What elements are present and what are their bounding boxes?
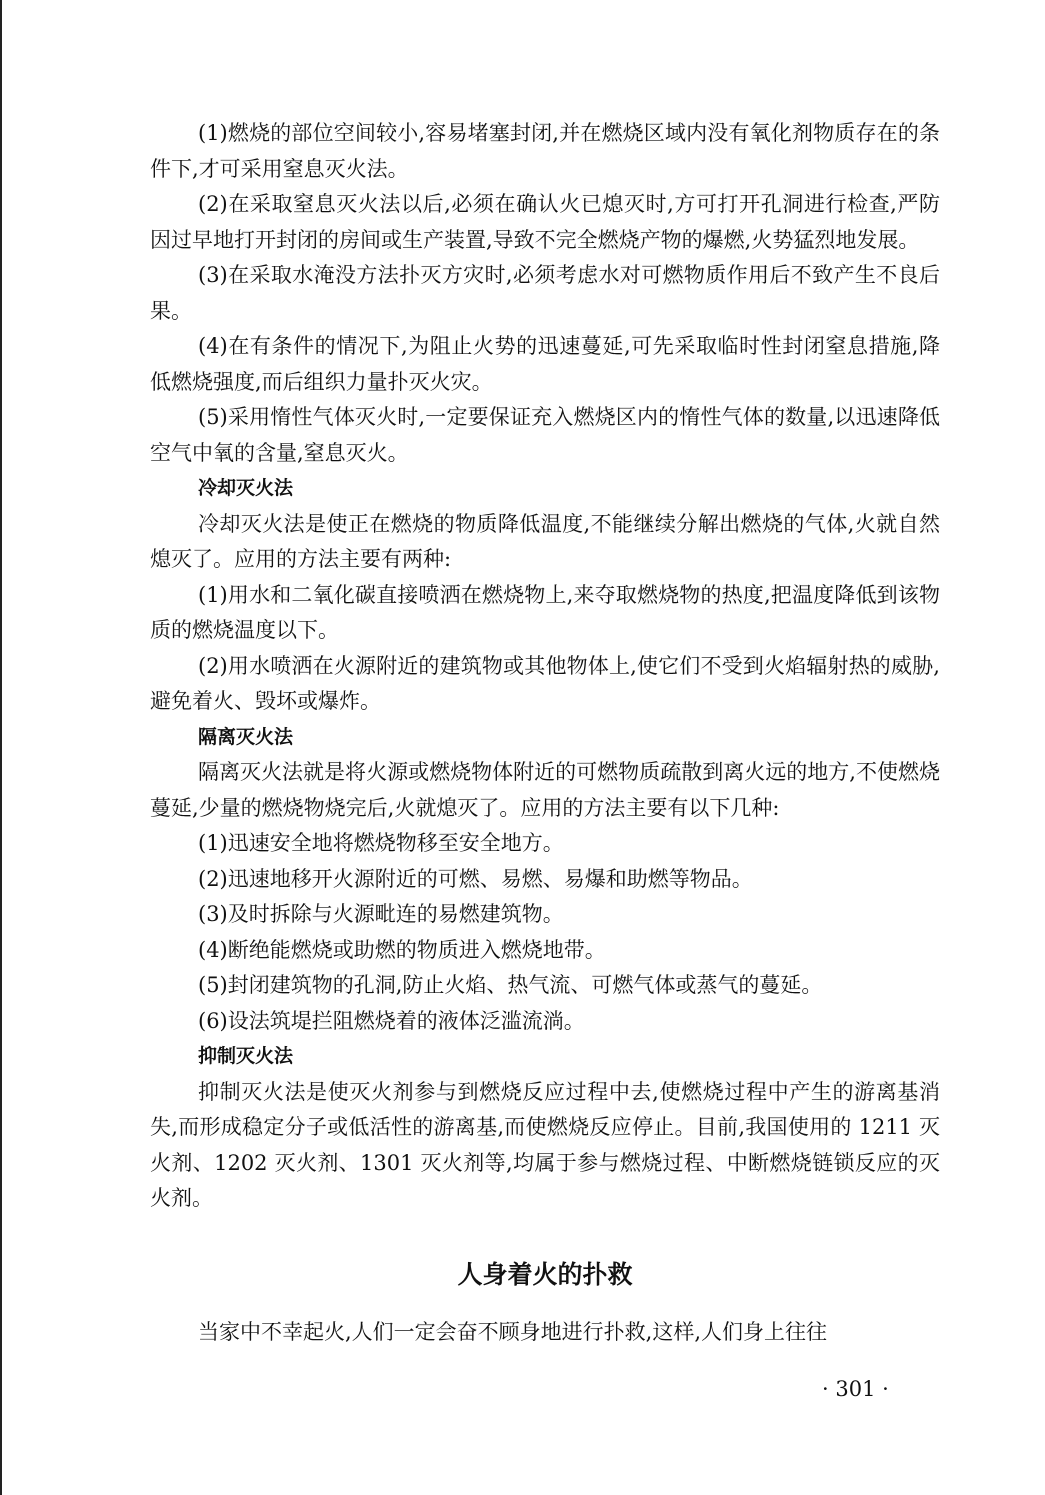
cooling-item-1: (1)用水和二氧化碳直接喷洒在燃烧物上,来夺取燃烧物的热度,把温度降低到该物质的燃烧温度以下。 [150, 582, 940, 642]
heading-isolation-method: 隔离灭火法 [198, 725, 294, 748]
paragraph-3: (3)在采取水淹没方法扑灭方灾时,必须考虑水对可燃物质作用后不致产生不良后果。 [150, 263, 940, 323]
isolation-item-6: (6)设法筑堤拦阻燃烧着的液体泛滥流淌。 [198, 1008, 585, 1033]
isolation-item-4: (4)断绝能燃烧或助燃的物质进入燃烧地带。 [198, 937, 606, 962]
isolation-intro: 隔离灭火法就是将火源或燃烧物体附近的可燃物质疏散到离火远的地方,不使燃烧蔓延,少量的燃烧物烧完后,火就熄灭了。应用的方法主要有以下几种: [150, 760, 940, 820]
page-edge-line [0, 0, 2, 1495]
paragraph-4: (4)在有条件的情况下,为阻止火势的迅速蔓延,可先采取临时性封闭窒息措施,降低燃烧强度,而后组织力量扑灭火灾。 [150, 334, 940, 394]
isolation-item-1: (1)迅速安全地将燃烧物移至安全地方。 [198, 831, 564, 855]
paragraph-2: (2)在采取窒息灭火法以后,必须在确认火已熄灭时,方可打开孔洞进行检查,严防因过早地打开封闭的房间或生产装置,导致不完全燃烧产物的爆燃,火势猛烈地发展。 [150, 192, 940, 252]
heading-cooling-method: 冷却灭火法 [198, 477, 294, 499]
suppression-paragraph: 抑制灭火法是使灭火剂参与到燃烧反应过程中去,使燃烧过程中产生的游离基消失,而形成稳定分子或低活性的游离基,而使燃烧反应停止。目前,我国使用的 1211 灭火剂、1202 灭火剂、1301 灭火剂等,均属于参与燃烧过程、中断燃烧链锁反应的灭火剂。 [150, 1079, 940, 1210]
document-page [150, 116, 940, 1350]
section-title: 人身着火的扑救 [457, 1259, 633, 1289]
isolation-item-5: (5)封闭建筑物的孔洞,防止火焰、热气流、可燃气体或蒸气的蔓延。 [198, 973, 823, 997]
cooling-intro: 冷却灭火法是使正在燃烧的物质降低温度,不能继续分解出燃烧的气体,火就自然熄灭了。应用的方法主要有两种: [150, 511, 940, 571]
section-paragraph: 当家中不幸起火,人们一定会奋不顾身地进行扑救,这样,人们身上往往 [198, 1319, 828, 1344]
paragraph-1: (1)燃烧的部位空间较小,容易堵塞封闭,并在燃烧区域内没有氧化剂物质存在的条件下,才可采用窒息灭火法。 [150, 121, 940, 181]
heading-suppression-method: 抑制灭火法 [198, 1045, 294, 1067]
isolation-item-2: (2)迅速地移开火源附近的可燃、易燃、易爆和助燃等物品。 [198, 866, 753, 891]
page-number: · 301 · [822, 1377, 889, 1401]
isolation-item-3: (3)及时拆除与火源毗连的易燃建筑物。 [198, 902, 564, 926]
cooling-item-2: (2)用水喷洒在火源附近的建筑物或其他物体上,使它们不受到火焰辐射热的威胁,避免着火、毁坏或爆炸。 [150, 653, 940, 713]
paragraph-5: (5)采用惰性气体灭火时,一定要保证充入燃烧区内的惰性气体的数量,以迅速降低空气中氧的含量,窒息灭火。 [150, 405, 940, 465]
